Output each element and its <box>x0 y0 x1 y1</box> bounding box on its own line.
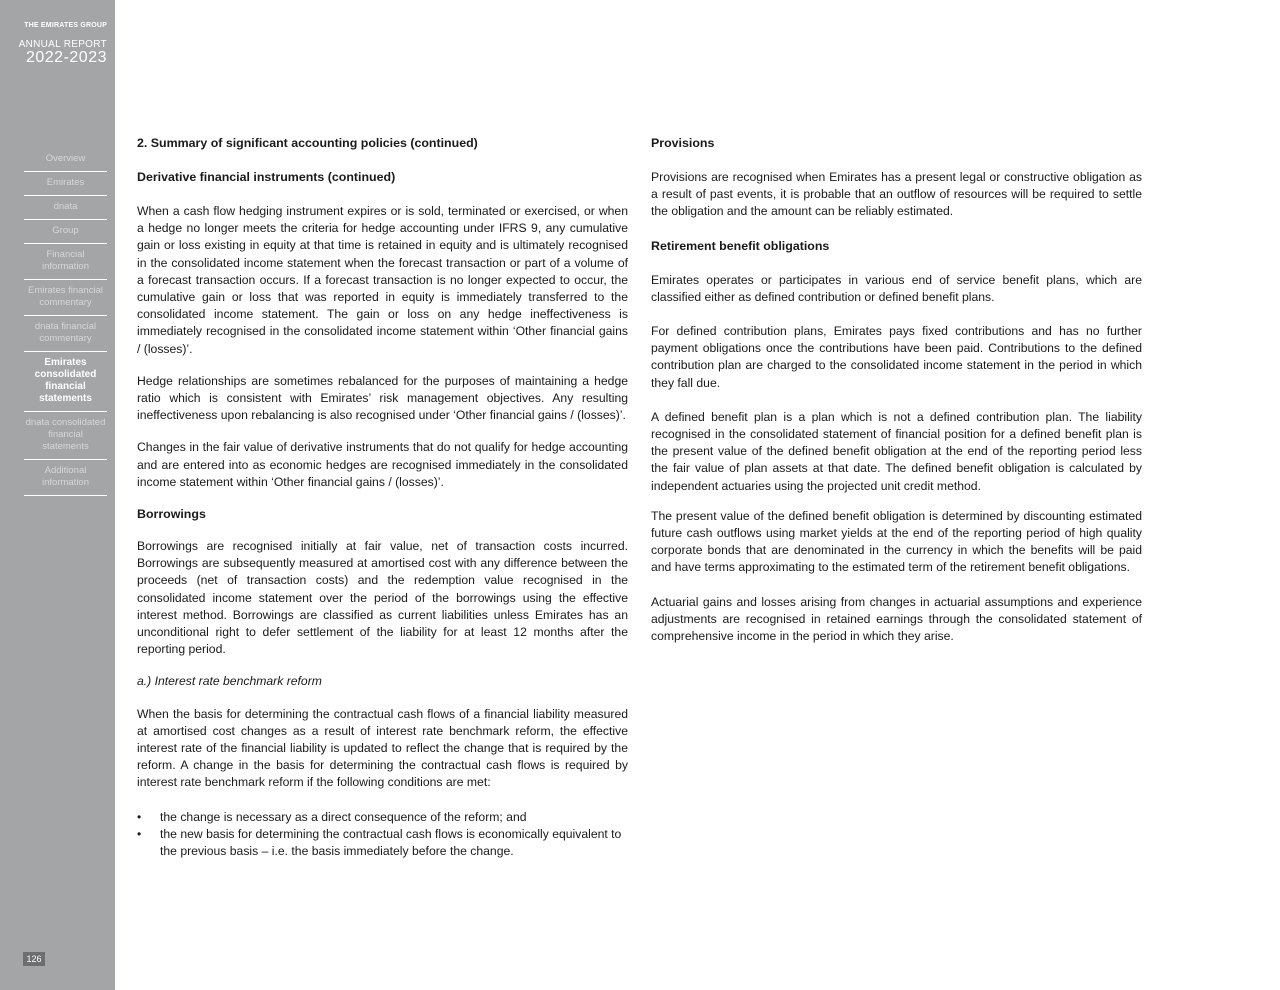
paragraph: Provisions are recognised when Emirates has a present legal or constructive obligation as a result of past events, it is probable that an outflow of resources will be required to settle the obligation and the amount can be reliably estimated. <box>651 170 1142 219</box>
paragraph: For defined contribution plans, Emirates pays fixed contributions and has no further payment obligations once the contributions have been paid. Contributions to the defined contribution plan are charged to the consolidated income statement in the period in which they fall due. <box>651 324 1142 390</box>
nav-item-emirates[interactable]: Emirates <box>24 172 107 196</box>
nav-item-overview[interactable]: Overview <box>24 148 107 172</box>
sidebar-nav <box>24 148 107 496</box>
nav-item-financial-information[interactable]: Financial information <box>24 244 107 280</box>
subsection-heading-provisions: Provisions <box>651 136 715 150</box>
paragraph: A defined benefit plan is a plan which is not a defined contribution plan. The liability recognised in the consolidated statement of financial position for a defined benefit plan is the present value of the defined benefit obligation at the end of the reporting period less the fair value of plan assets at that date. The defined benefit obligation is calculated by independent actuaries using the projected unit credit method. <box>651 409 1142 493</box>
sidebar <box>0 0 115 990</box>
bullet-list <box>137 809 628 861</box>
list-item: • the change is necessary as a direct consequence of the reform; and <box>137 809 628 826</box>
paragraph: When the basis for determining the contractual cash flows of a financial liability measured at amortised cost changes as a result of interest rate benchmark reform, the effective interest rate of the financial liability is updated to reflect the change that is required by the reform. A change in the basis for determining the contractual cash flows is required by interest rate benchmark reform if the following conditions are met: <box>137 706 628 790</box>
paragraph: Emirates operates or participates in various end of service benefit plans, which are classified either as defined contribution or defined benefit plans. <box>651 272 1142 304</box>
nav-item-dnata-consolidated-statements[interactable]: dnata consolidated financial statements <box>24 412 107 460</box>
report-year: 2022-2023 <box>25 49 107 66</box>
nav-item-additional-information[interactable]: Additional information <box>24 460 107 496</box>
nav-item-group[interactable]: Group <box>24 220 107 244</box>
nav-item-emirates-financial-commentary[interactable]: Emirates financial commentary <box>24 280 107 316</box>
paragraph: The present value of the defined benefit obligation is determined by discounting estimated future cash outflows using market yields at the end of the reporting period of high quality corporate bonds that are denominated in the currency in which the benefits will be paid and have terms approximating to the estimated term of the retirement benefit obligations. <box>651 508 1142 575</box>
paragraph: Borrowings are recognised initially at fair value, net of transaction costs incurred. Borrowings are subsequently measured at amortised cost with any difference between the proceeds (net of transaction costs) and the redemption value recognised in the consolidated income statement over the period of the borrowings using the effective interest method. Borrowings are classified as current liabilities unless Emirates has an unconditional right to defer settlement of the liability for at least 12 months after the reporting period. <box>137 539 628 657</box>
paragraph: When a cash flow hedging instrument expires or is sold, terminated or exercised, or when a hedge no longer meets the criteria for hedge accounting under IFRS 9, any cumulative gain or loss existing in equity at that time is retained in equity and is ultimately recognised in the consolidated income statement when the forecast transaction or part of a volume of a forecast transaction occurs. If a forecast transaction is no longer expected to occur, the cumulative gain or loss that was reported in equity is immediately transferred to the consolidated income statement. The gain or loss on any hedge ineffectiveness is immediately recognised in the consolidated income statement within ‘Other financial gains / (losses)’. <box>137 204 628 356</box>
paragraph: Changes in the fair value of derivative instruments that do not qualify for hedge accounting and are entered into as economic hedges are recognised immediately in the consolidated income statement within ‘Other financial gains / (losses)’. <box>137 440 628 489</box>
left-column <box>137 135 628 860</box>
section-heading: 2. Summary of significant accounting policies (continued) <box>137 136 478 150</box>
nav-item-dnata[interactable]: dnata <box>24 196 107 220</box>
nav-item-dnata-financial-commentary[interactable]: dnata financial commentary <box>24 316 107 352</box>
paragraph: Actuarial gains and losses arising from changes in actuarial assumptions and experience adjustments are recognised in retained earnings through the consolidated statement of comprehensive income in the period in which they arise. <box>651 594 1142 644</box>
subsection-heading-derivatives: Derivative financial instruments (continued) <box>137 170 396 184</box>
nav-item-emirates-consolidated-statements[interactable]: Emirates consolidated financial statements <box>24 352 107 412</box>
report-title: ANNUAL REPORT <box>18 39 107 50</box>
paragraph: Hedge relationships are sometimes rebalanced for the purposes of maintaining a hedge ratio which is consistent with Emirates’ risk management objectives. Any resulting ineffectiveness upon rebalancing is also recognised under ‘Other financial gains / (losses)’. <box>137 373 628 423</box>
subsection-heading-borrowings: Borrowings <box>137 507 206 522</box>
list-item: • the new basis for determining the contractual cash flows is economically equivalent to the previous basis – i.e. the basis immediately before the change. <box>137 826 628 860</box>
brand-name: THE EMIRATES GROUP <box>24 22 107 29</box>
italic-subheading: a.) Interest rate benchmark reform <box>137 674 322 689</box>
right-column <box>651 135 1142 660</box>
subsection-heading-retirement: Retirement benefit obligations <box>651 238 830 253</box>
page-number: 126 <box>23 952 45 966</box>
